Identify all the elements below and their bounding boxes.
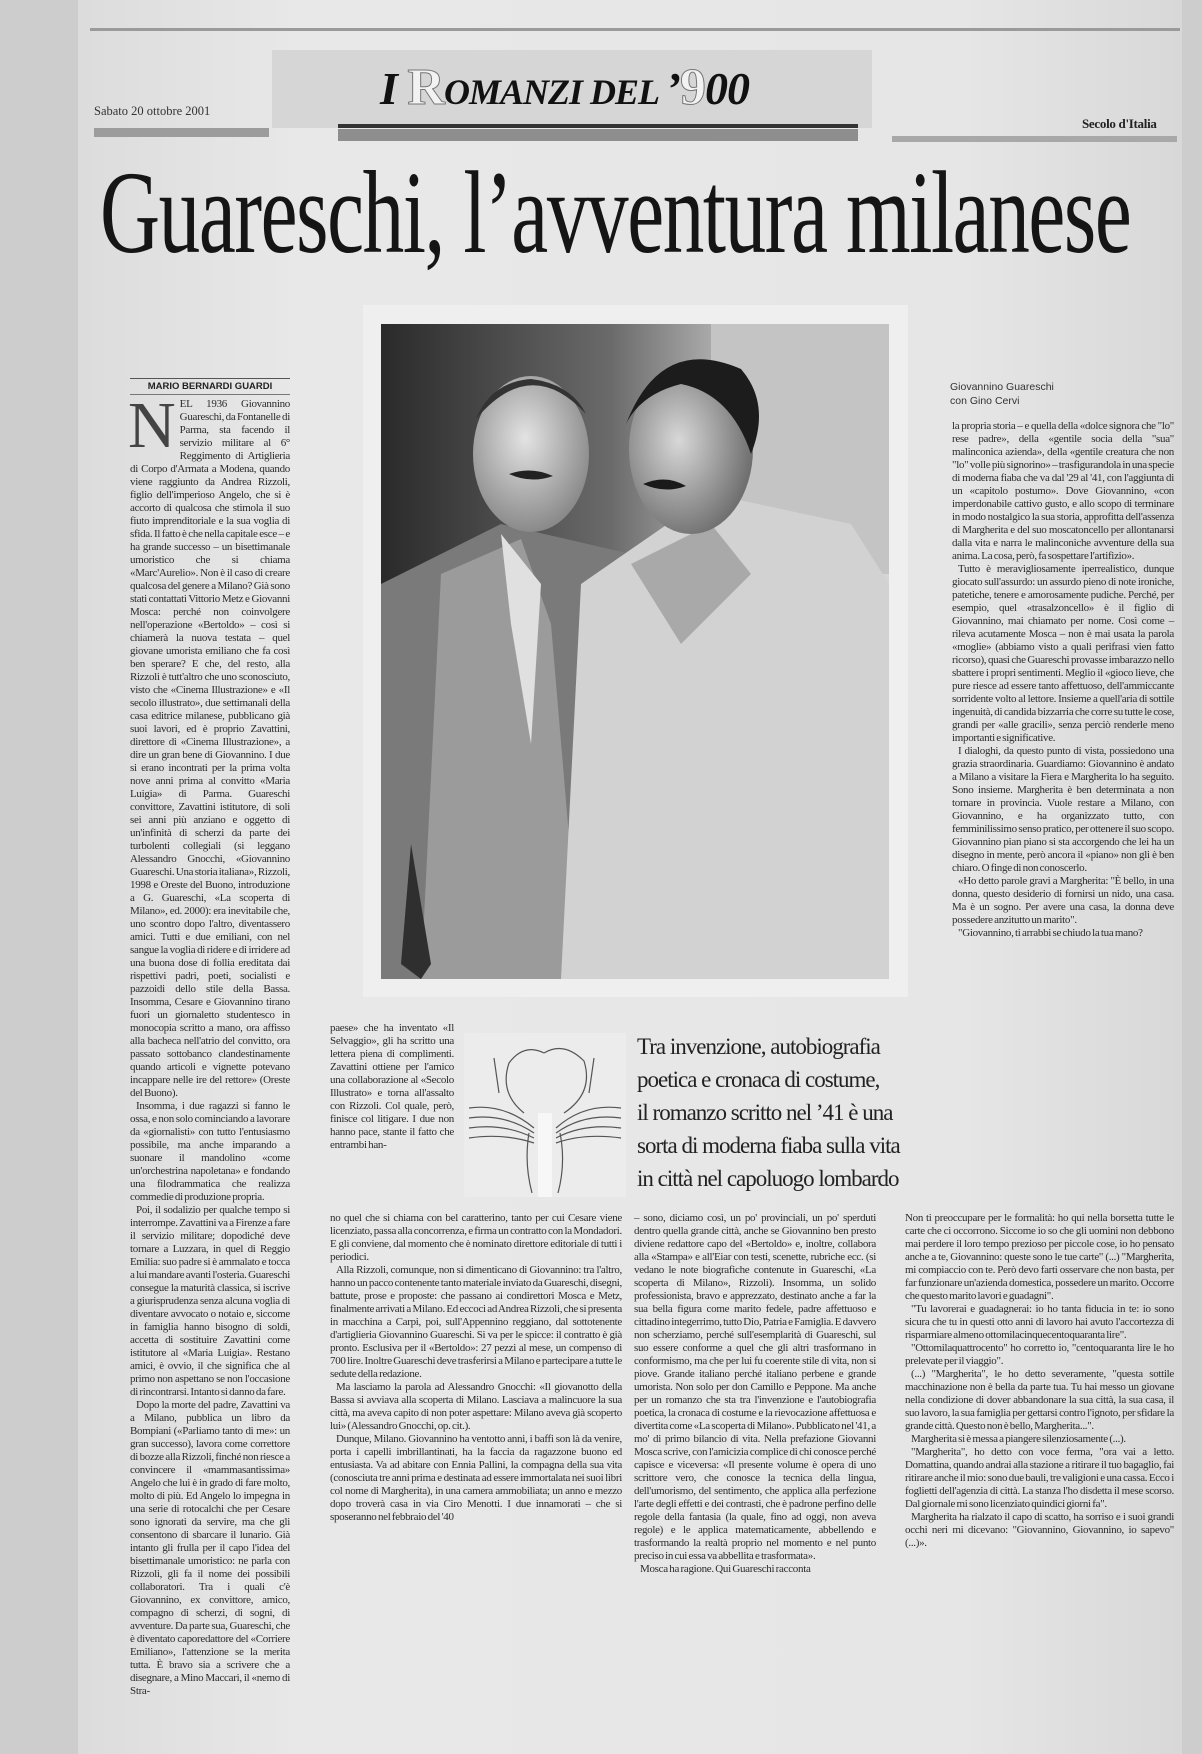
drop-cap: N	[128, 389, 176, 462]
paragraph: I dialoghi, da questo punto di vista, possiedono una grazia straordinaria. Guardiamo: Giovannino è andato a Milano a visitare la Fiera e Margherita lo ha seguito. Sono insieme. Margherita è ben determinata a non tornare in provincia. Vuole restare a Milano, con Giovannino, e ha organizzato tutto, con femminilissimo senso pratico, per ottenere il suo scopo. Giovannino pian piano si sta accorgendo che lei ha un disegno in mente, però ancora il «piano» non gli è ben chiaro. O finge di non conoscerlo.	[952, 745, 1174, 874]
article-column-1	[128, 389, 290, 1698]
illustration-open-book	[464, 1033, 626, 1197]
photo-caption	[950, 380, 1054, 408]
pull-quote-line: il romanzo scritto nel ’41 è una	[637, 1100, 893, 1125]
photo-image	[381, 324, 889, 979]
paragraph: Non ti preoccupare per le formalità: ho qui nella borsetta tutte le carte che ci occorrono. Siccome io so che gli uomini non debbono mai perdere il loro tempo prezioso per piccole cose, io ho pensato anche a te, Giovannino: queste sono le tue carte" (...) "Margherita, mi compiaccio con te. Però devo farti osservare che non basta, per far funzionare un'azienda domestica, possedere un marito. Occorre che questo marito lavori e guadagni".	[905, 1212, 1174, 1302]
header-rule-center	[338, 129, 858, 141]
headline	[100, 148, 1175, 278]
pull-quote-line: poetica e cronaca di costume,	[637, 1067, 880, 1092]
paragraph: "Tu lavorerai e guadagnerai: io ho tanta fiducia in te: io sono sicura che tu in questi otto anni di lavoro hai avuto l'accortezza di risparmiare almeno ottomilacinquecentoquaranta lire".	[905, 1303, 1174, 1341]
paragraph: "Giovannino, ti arrabbi se chiudo la tua mano?	[958, 927, 1143, 939]
pull-quote-line: Tra invenzione, autobiografia	[637, 1034, 880, 1059]
article-column-narrow	[330, 1022, 454, 1152]
paragraph: (...) "Margherita", le ho detto severamente, "questa sottile macchinazione non è bella da parte tua. Tu hai messo un giovane nella condizione di dover abbandonare la sua città, la sua casa, il suo lavoro, la sua famiglia per gettarsi contro l'ignoto, per sfidare la grande città. Questo non è bello, Margherita...".	[905, 1368, 1174, 1432]
headline-text: Guareschi, l’avventura milanese	[100, 147, 1131, 278]
paragraph: Ma lasciamo la parola ad Alessandro Gnocchi: «Il giovanotto della Bassa si avviava alla scoperta di Milano. Lasciava a malincuore la sua città, ma aveva capito di non poter aspettare: Milano aveva già scoperto lui» (Alessandro Gnocchi, op. cit.).	[330, 1381, 622, 1432]
paragraph: Dunque, Milano. Giovannino ha ventotto anni, i baffi son là da venire, porta i capelli imbrillantinati, ha la faccia da ragazzone buono ed entusiasta. Va ad abitare con Ennia Pallini, la compagna della sua vita (conosciuta tre anni prima e destinata ad essere immortalata nei suoi libri col nome di Margherita), in una camera ammobiliata; un anno e mezzo dopo troverà casa in via Ciro Menotti. I due innamorati – che si sposeranno nel febbraio del '40	[330, 1433, 622, 1523]
article-column-4-top	[952, 420, 1174, 940]
paragraph	[128, 389, 290, 1100]
photo-guareschi-cervi	[381, 324, 889, 979]
pull-quote	[637, 1030, 945, 1195]
paragraph: Insomma, i due ragazzi si fanno le ossa, e non solo cominciando a lavorare da «giornalisti» con tutto l'entusiasmo possibile, ma anche imparando a suonare il mandolino «come un'orchestrina napoletana» e fondando una filodrammatica che realizza commedie di produzione propria.	[130, 1100, 290, 1203]
paragraph: la propria storia – e quella della «dolce signora che "lo" rese padre», della «gentile socia della "sua" malinconica azienda», della «gentile creatura che non "lo" volle più signorino» – trasfigurandola in una specie di moderna fiaba che va dal '29 al '41, con l'aggiunta di un «capitolo postumo». Dove Giovannino, «con imperdonabile cattivo gusto, e allo scopo di terminare in modo nostalgico la sua storia, approfitta dell'assenza di Margherita e del suo moscatoncello per allontanarsi dalla vita e narra le malinconiche avventure della sua anima. La cosa, però, fa sospettare l'artifizio».	[952, 420, 1174, 562]
pull-quote-line: in città nel capoluogo lombardo	[637, 1166, 899, 1191]
banner-nine: 9	[679, 59, 705, 116]
caption-line: con Gino Cervi	[950, 395, 1020, 407]
paragraph: Margherita si è messa a piangere silenziosamente (...).	[911, 1433, 1126, 1445]
banner-suffix: 00	[704, 63, 749, 114]
header-rule-center-thin	[338, 124, 858, 128]
paragraph-text: EL 1936 Giovannino Guareschi, da Fontanelle di Parma, sta facendo il servizio militare al 6° Reggimento di Artiglieria di Corpo d'Armata a Modena, quando viene raggiunto da Andrea Rizzoli, figlio dell'imperioso Angelo, che si è accorto di qualcosa che stimola il suo fiuto imprenditoriale e la sua voglia di sfida. Il fatto è che nella capitale esce – e ha grande successo – un bisettimanale umoristico che si chiama «Marc'Aurelio». Non è il caso di creare qualcosa del genere a Milano? Già sono stati contattati Vittorio Metz e Giovanni Mosca: perché non coinvolgere nell'operazione «Bertoldo» – così si chiamerà la nuova testata – quel giovane umorista emiliano che fa così ben sperare? E che, del resto, alla Rizzoli è tutt'altro che uno sconosciuto, visto che «Cinema Illustrazione» e «Il secolo illustrato», due settimanali della casa editrice milanese, pubblicano già suoi lavori, ed è proprio Zavattini, direttore di «Cinema Illustrazione», a dire un gran bene di Giovannino. I due si erano incontrati per la prima volta nove anni prima al convitto «Maria Luigia» di Parma. Guareschi convittore, Zavattini istitutore, di soli sei anni più anziano e oggetto di un'infinità di scherzi da parte dei turbolenti collegiali (si leggano Alessandro Gnocchi, «Giovannino Guareschi. Una storia italiana», Rizzoli, 1998 e Oreste del Buono, introduzione a G. Guareschi, «La scoperta di Milano», ed. 2000): era inevitabile che, uno scontro dopo l'altro, diventassero amici. Tutti e due emiliani, con nel sangue la voglia di ridere e di irridere ad una buona dose di follia ereditata dai rispettivi padri, poeti, socialisti e pazzoidi dello stile della Bassa. Insomma, Cesare e Giovannino tirano fuori un giornaletto studentesco in monocopia scritto a mano, ora affisso alla bacheca nell'atrio del convitto, ora passato sottobanco clandestinamente quando articoli e vignette potevano incappare nelle ire del rettore» (Oreste del Buono).	[130, 398, 290, 1099]
top-rule	[90, 28, 1180, 31]
article-column-3	[634, 1212, 876, 1576]
paragraph: paese» che ha inventato «Il Selvaggio», gli ha scritto una lettera piena di complimenti. Zavattini ottiene per l'amico una collaborazione al «Secolo Illustrato» e torna all'assalto con Rizzoli. Col quale, però, finisce col litigare. I due non hanno pace, stante il fatto che entrambi han-	[330, 1022, 454, 1151]
paragraph: "Margherita", ho detto con voce ferma, "ora vai a letto. Domattina, quando andrai alla stazione a ritirare il tuo bagaglio, fai ritirare anche il mio: sono due bauli, tre valigioni e una cassa. Ecco i foglietti dell'agenzia di città. La stanza l'ho disdetta il mese scorso. Dal giornale mi sono licenziato quindici giorni fa".	[905, 1446, 1174, 1510]
paragraph: Tutto è meravigliosamente iperrealistico, dunque giocato sull'assurdo: un assurdo pieno di note ironiche, patetiche, tenere e amorosamente pudiche. Perché, per esempio, quel «trasalzoncello» è il figlio di Giovannino, mai chiamato per nome. Così come – rileva acutamente Mosca – non è mai usata la parola «moglie» (abbiamo visto a quali perifrasi vien fatto ricorso), quasi che Guareschi provasse imbarazzo nello sbattere i propri sentimenti. Meglio il «gioco lieve, che pure riesce ad essere tanto affettuoso, dell'ammiccante sorridente volto al lettore. Insieme a quell'aria di sottile ingenuità, di candida bizzarria che corre su tutte le cose, grandi per «alle gracili», senza perciò renderle meno importanti e significative.	[952, 563, 1174, 744]
paragraph: Poi, il sodalizio per qualche tempo si interrompe. Zavattini va a Firenze a fare il servizio militare; dopodiché deve tornare a Luzzara, in quel di Reggio Emilia: suo padre si è ammalato e tocca a lui mandare avanti l'osteria. Guareschi consegue la maturità classica, si iscrive a giurisprudenza senza alcuna voglia di diventare avvocato o notaio e, siccome in famiglia hanno bisogno di soldi, accetta di sostituire Zavattini come istitutore al «Maria Luigia». Restano amici, è ovvio, il che significa che al primo non aspettano se non l'occasione di rincontrarsi. Intanto si danno da fare.	[130, 1204, 290, 1398]
banner-initial: R	[407, 59, 444, 116]
header-rule-left	[94, 128, 269, 137]
paragraph: – sono, diciamo così, un po' provinciali, un po' sperduti dentro quella grande città, anche se Giovannino ben presto diviene redattore capo del «Bertoldo» e, inoltre, collabora alla «Stampa» e all'Eiar con testi, scenette, rubriche ecc. (si vedano le note biografiche contenute in Guareschi, «La scoperta di Milano», Rizzoli). Insomma, un solido professionista, bravo e apprezzato, destinato anche a far la sua bella figura come marito fedele, padre affettuoso e cittadino integerrimo, tutto Dio, Patria e Famiglia. E davvero non scherziamo, perché sull'esemplarità di Guareschi, sul suo essere conforme a quel che gli altri trasformano in conformismo, ma che per lui fu coerente stile di vita, non si piove. Grande italiano perché italiano perbene e grande umorista. Non solo per don Camillo e Peppone. Ma anche per un romanzo che sta tra l'invenzione e l'autobiografia poetica, la cronaca di costume e la rievocazione affettuosa e divertita come «La scoperta di Milano». Pubblicato nel '41, a mo' di primo bilancio di vita. Nella prefazione Giovanni Mosca scrive, con l'amicizia complice di chi conosce perché capisce e viceversa: «Il presente volume è opera di uno scrittore vero, che conosce la tecnica della lingua, dell'umorismo, del sentimento, che applica alla perfezione l'arte degli effetti e dei contrasti, che è padrone perfino delle regole della fantasia (la quale, fino ad oggi, non aveva regole) e le applica matematicamente, abbellendo e trasformando la realtà proprio nel momento e nel punto preciso in cui essa va abbellita e trasformata».	[634, 1212, 876, 1562]
issue-date: Sabato 20 ottobre 2001	[94, 104, 211, 118]
paragraph: "Ottomilaquattrocento" ho corretto io, "centoquaranta lire le ho prelevate per il viaggio".	[905, 1342, 1174, 1367]
banner-middle: OMANZI DEL	[443, 72, 666, 112]
article-column-4-bottom	[905, 1212, 1174, 1550]
section-banner	[380, 58, 900, 118]
caption-line: Giovannino Guareschi	[950, 381, 1054, 393]
banner-prefix: I	[380, 63, 408, 114]
paragraph: Alla Rizzoli, comunque, non si dimenticano di Giovannino: tra l'altro, hanno un pacco contenente tanto materiale inviato da Guareschi, disegni, battute, prose e proposte: che passano ai condirettori Mosca e Metz, finalmente arrivati a Milano. Ed eccoci ad Andrea Rizzoli, che si presenta in macchina a Carpi, poi, sull'Appennino reggiano, dal sottotenente d'artiglieria Giovannino Guareschi. Si va per le spicce: il contratto è già pronto. Esclusiva per il «Bertoldo»: 27 pezzi al mese, un compenso di 700 lire. Inoltre Guareschi deve trasferirsi a Milano e partecipare a tutte le sedute della redazione.	[330, 1264, 622, 1380]
paragraph: Margherita ha rialzato il capo di scatto, ha sorriso e i suoi grandi occhi neri mi dicevano: "Giovannino, Giovannino, io sapevo" (...)».	[905, 1511, 1174, 1549]
paragraph: no quel che si chiama con bel caratterino, tanto per cui Cesare viene licenziato, passa alla concorrenza, e firma un contratto con la Mondadori. E gli conviene, dal momento che è nominato direttore editoriale di tutti i periodici.	[330, 1212, 622, 1263]
paragraph: «Ho detto parole gravi a Margherita: "È bello, in una donna, questo desiderio di fornirsi un nido, una casa. Ma è un sogno. Per avere una casa, la donna deve possedere anzitutto un marito".	[952, 875, 1174, 926]
newspaper-name: Secolo d'Italia	[1082, 116, 1157, 131]
pull-quote-line: sorta di moderna fiaba sulla vita	[637, 1133, 900, 1158]
book-drawing	[464, 1033, 626, 1197]
paragraph: Mosca ha ragione. Qui Guareschi racconta	[640, 1563, 811, 1575]
byline: MARIO BERNARDI GUARDI	[130, 378, 290, 395]
banner-apostrophe: ’	[665, 63, 680, 114]
header-rule-right	[892, 136, 1177, 142]
article-column-2	[330, 1212, 622, 1524]
paragraph: Dopo la morte del padre, Zavattini va a Milano, pubblica un libro da Bompiani («Parliamo tanto di me»: un gran successo), lavora come correttore di bozze alla Rizzoli, finché non riesce a convincere il «mammasantissima» Angelo che lui è in grado di fare molto, molto di più. Ed Angelo lo impegna in una serie di rotocalchi che per Cesare sono ignorati da servire, ma che gli consentono di sbarcare il lunario. Già intanto gli frulla per il capo l'idea del bisettimanale umoristico: ne parla con Rizzoli, gli fa il nome dei possibili collaboratori. Tra i quali c'è Giovannino, ex convittore, amico, compagno di scherzi, di sogni, di avventure. Da parte sua, Guareschi, che è diventato caporedattore del «Corriere Emiliano», l'attenzione se la merita tutta. È bravo sia a scrivere che a disegnare, a Mino Maccari, il «nemo di Stra-	[130, 1399, 290, 1697]
